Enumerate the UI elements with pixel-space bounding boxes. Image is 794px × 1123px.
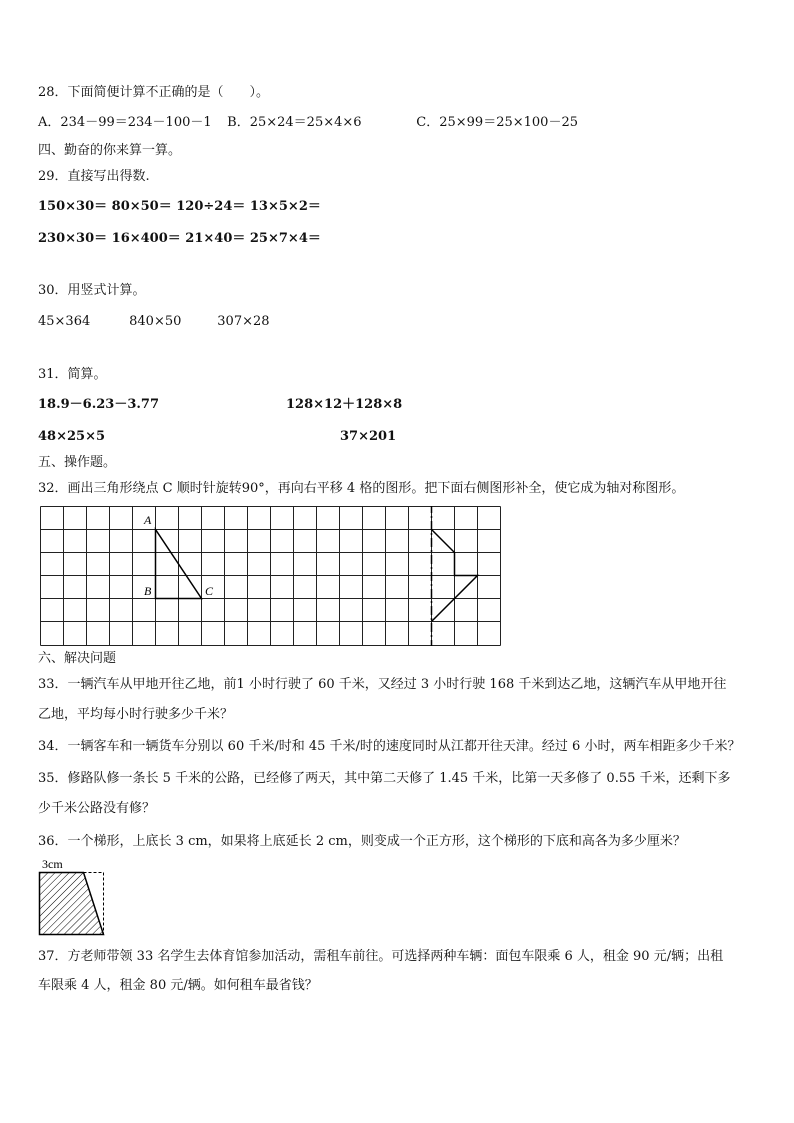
q28-option-b: B．25×24＝25×4×6 bbox=[227, 115, 362, 130]
q33-line-2: 乙地，平均每小时行驶多少千米？ bbox=[38, 707, 234, 722]
q29-row-1: 150×30＝ 80×50＝ 120÷24＝ 13×5×2＝ bbox=[38, 199, 321, 214]
q36-trapezoid-figure bbox=[36, 856, 108, 938]
q32-grid-figure bbox=[40, 506, 502, 646]
q35-line-1: 35．修路队修一条长 5 千米的公路，已经修了两天，其中第二天修了 1.45 千米，比第一天多修了 0.55 千米，还剩下多 bbox=[38, 771, 731, 786]
q36-figure-label: 3cm bbox=[42, 857, 63, 871]
q31-item-4: 37×201 bbox=[340, 429, 397, 444]
q28-options bbox=[38, 114, 578, 132]
q34-text: 34．一辆客车和一辆货车分别以 60 千米/时和 45 千米/时的速度同时从江都开往天津。经过 6 小时，两车相距多少千米？ bbox=[38, 739, 741, 754]
q30-item-3: 307×28 bbox=[217, 314, 270, 329]
q36-trapezoid bbox=[40, 873, 104, 935]
q31-item-3: 48×25×5 bbox=[38, 429, 106, 444]
q32-stem: 32．画出三角形绕点 C 顺时针旋转90°，再向右平移 4 格的图形。把下面右侧图形补全，使它成为轴对称图形。 bbox=[38, 481, 685, 496]
q37-line-2: 车限乘 4 人，租金 80 元/辆。如何租车最省钱？ bbox=[38, 978, 318, 993]
q28-option-a: A．234－99＝234－100－1 bbox=[38, 115, 212, 130]
q30-items bbox=[38, 313, 270, 331]
q31-stem: 31．简算。 bbox=[38, 367, 107, 382]
q32-label-a: A bbox=[144, 513, 152, 527]
q31-item-2: 128×12＋128×8 bbox=[286, 397, 403, 412]
q35-line-2: 少千米公路没有修？ bbox=[38, 801, 156, 816]
q31-item-1: 18.9－6.23－3.77 bbox=[38, 397, 159, 412]
q36-stem: 36．一个梯形，上底长 3 cm，如果将上底延长 2 cm，则变成一个正方形，这个梯形的下底和高各为多少厘米？ bbox=[38, 834, 686, 849]
q29-row-2: 230×30＝ 16×400＝ 21×40＝ 25×7×4＝ bbox=[38, 231, 321, 246]
q30-stem: 30．用竖式计算。 bbox=[38, 283, 146, 298]
q30-item-1: 45×364 bbox=[38, 314, 91, 329]
q29-stem: 29．直接写出得数. bbox=[38, 169, 150, 184]
q28-stem: 28．下面简便计算不正确的是（ ）。 bbox=[38, 85, 270, 100]
section-4-heading: 四、勤奋的你来算一算。 bbox=[38, 143, 182, 158]
q30-item-2: 840×50 bbox=[129, 314, 182, 329]
q32-label-b: B bbox=[144, 584, 152, 598]
section-5-heading: 五、操作题。 bbox=[38, 455, 117, 470]
q37-line-1: 37．方老师带领 33 名学生去体育馆参加活动，需租车前往。可选择两种车辆：面包车限乘 6 人，租金 90 元/辆；出租 bbox=[38, 949, 724, 964]
q32-label-c: C bbox=[205, 584, 214, 598]
q28-option-c: C．25×99＝25×100－25 bbox=[416, 115, 578, 130]
section-6-heading: 六、解决问题 bbox=[38, 651, 117, 666]
q33-line-1: 33．一辆汽车从甲地开往乙地，前1 小时行驶了 60 千米，又经过 3 小时行驶 168 千米到达乙地，这辆汽车从甲地开往 bbox=[38, 677, 727, 692]
